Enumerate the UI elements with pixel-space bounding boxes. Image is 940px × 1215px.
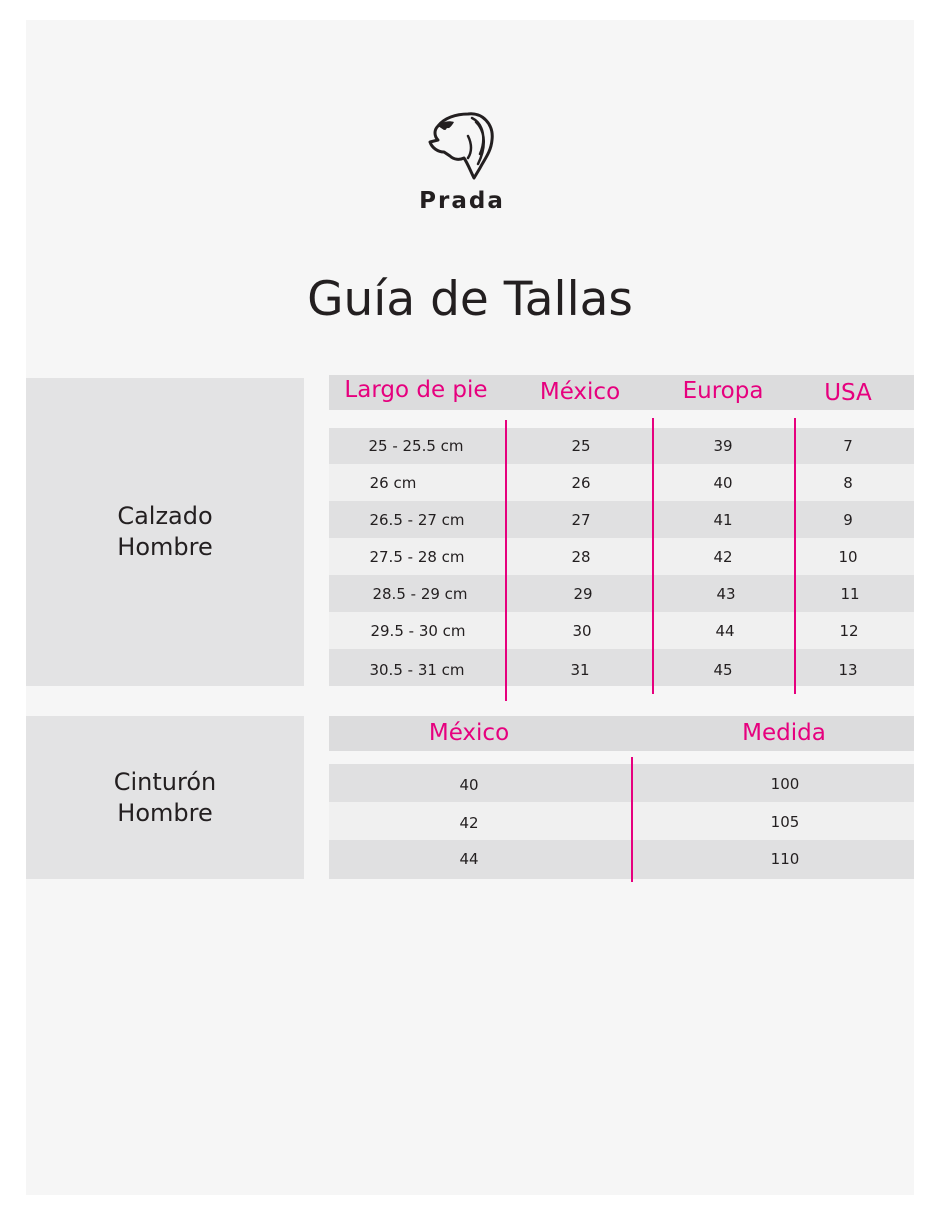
cell-mexico: 29: [573, 584, 593, 603]
cell-length: 26 cm: [369, 473, 417, 492]
table-row: [329, 649, 914, 686]
column-divider: [652, 418, 654, 694]
cell-mexico: 28: [571, 547, 591, 566]
shoes-table-header: [329, 375, 914, 410]
cell-usa: 13: [838, 661, 858, 680]
cell-measure: 100: [770, 774, 800, 793]
cell-europe: 39: [713, 437, 733, 455]
cell-usa: 7: [843, 437, 853, 455]
section-label-line: Hombre: [117, 533, 213, 561]
cell-usa: 12: [839, 621, 859, 640]
table-row: [329, 612, 914, 649]
table-row: [329, 840, 914, 879]
belts-table-header: [329, 716, 914, 751]
cell-europe: 45: [713, 661, 733, 680]
section-label-belts: [26, 716, 304, 879]
section-label-shoes: [26, 378, 304, 686]
cell-mexico: 25: [571, 437, 591, 455]
cell-length: 30.5 - 31 cm: [369, 661, 465, 680]
cell-length: 29.5 - 30 cm: [370, 621, 466, 640]
column-divider: [631, 757, 633, 882]
column-divider: [505, 420, 507, 701]
cell-usa: 9: [843, 510, 853, 529]
cell-length: 27.5 - 28 cm: [369, 547, 465, 566]
table-row: [329, 501, 914, 538]
cell-mexico: 30: [572, 621, 592, 640]
cell-europe: 41: [713, 510, 733, 529]
cell-measure: 110: [770, 849, 800, 868]
table-row: [329, 464, 914, 501]
header-europe: Europa: [682, 378, 764, 404]
cell-europe: 43: [716, 584, 736, 603]
lion-head-icon: [424, 108, 500, 180]
section-label-line: Hombre: [117, 798, 213, 827]
cell-usa: 10: [838, 547, 858, 566]
header-usa: USA: [824, 380, 872, 406]
cell-length: 26.5 - 27 cm: [369, 510, 465, 529]
cell-mexico: 26: [571, 473, 591, 492]
cell-mexico: 31: [570, 661, 590, 680]
section-label-line: Calzado: [117, 502, 213, 530]
section-label-line: Cinturón: [113, 767, 217, 796]
table-row: [329, 802, 914, 840]
table-row: [329, 428, 914, 464]
cell-usa: 8: [843, 473, 853, 492]
cell-measure: 105: [770, 812, 800, 831]
table-row: [329, 575, 914, 612]
cell-length: 25 - 25.5 cm: [368, 437, 464, 455]
brand-logo: [392, 108, 532, 212]
cell-mexico: 44: [459, 849, 479, 868]
header-measure: Medida: [742, 720, 826, 746]
cell-length: 28.5 - 29 cm: [372, 584, 468, 603]
header-mexico: México: [539, 379, 621, 405]
table-row: [329, 538, 914, 575]
header-mexico: México: [428, 720, 510, 746]
table-row: [329, 764, 914, 802]
page-title: Guía de Tallas: [307, 272, 633, 327]
column-divider: [794, 418, 796, 694]
cell-usa: 11: [840, 584, 860, 603]
brand-wordmark: Prada: [419, 188, 505, 214]
cell-europe: 44: [715, 621, 735, 640]
cell-europe: 40: [713, 473, 733, 492]
header-length: Largo de pie: [344, 377, 488, 403]
cell-mexico: 27: [571, 510, 591, 529]
cell-mexico: 42: [459, 813, 479, 832]
cell-europe: 42: [713, 547, 733, 566]
cell-mexico: 40: [459, 775, 479, 794]
